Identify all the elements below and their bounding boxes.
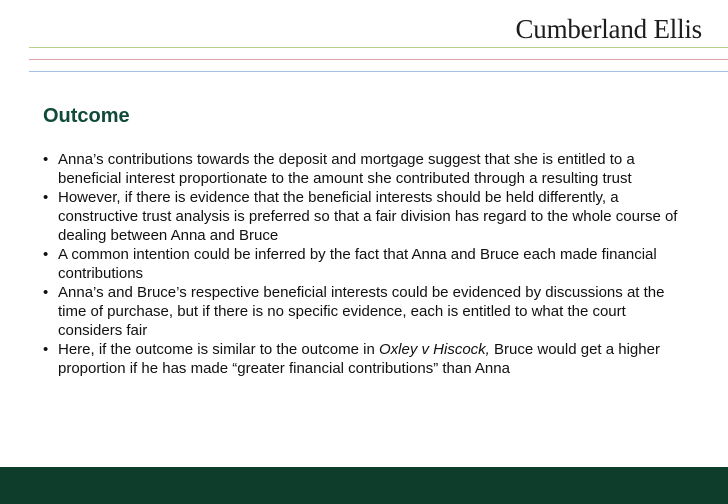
bullet-dot-icon: • <box>43 246 49 263</box>
case-name: Oxley v Hiscock, <box>378 341 490 358</box>
company-logo: Cumberland Ellis <box>515 14 702 44</box>
bullet-dot-icon: • <box>43 151 49 168</box>
bullet-text: Anna’s and Bruce’s respective beneficial interests could be evidenced by discussions at the time of purchase, but if there is no specific evidence, each is entitled to what the court considers fair <box>58 284 665 339</box>
bullet-dot-icon: • <box>43 189 49 206</box>
bullet-item <box>43 150 693 188</box>
slide-title: Outcome <box>43 105 130 127</box>
bullet-item <box>43 283 693 340</box>
bullet-text: However, if there is evidence that the beneficial interests should be held differently, a constructive trust analysis is preferred so that a fair division has regard to the whole course of dealing between Anna and Bruce <box>58 189 678 244</box>
footer-bar <box>0 467 728 504</box>
bullet-dot-icon: • <box>43 284 49 301</box>
bullet-text-after: Bruce would get a higher proportion if he has made “greater financial contributions” than Anna <box>58 341 660 377</box>
bullet-text: Anna’s contributions towards the deposit and mortgage suggest that she is entitled to a beneficial interest proportionate to the amount she contributed through a resulting trust <box>58 151 635 187</box>
header-rule-blue <box>29 71 728 72</box>
bullet-item <box>43 245 693 283</box>
bullet-text-before: Here, if the outcome is similar to the outcome in <box>58 341 379 358</box>
bullet-item <box>43 188 693 245</box>
bullet-list <box>43 150 693 378</box>
header-rule-green <box>29 47 728 48</box>
bullet-item <box>43 340 693 378</box>
bullet-text: A common intention could be inferred by the fact that Anna and Bruce each made financial contributions <box>58 246 657 282</box>
header-rule-pink <box>29 59 728 60</box>
bullet-dot-icon: • <box>43 341 49 358</box>
